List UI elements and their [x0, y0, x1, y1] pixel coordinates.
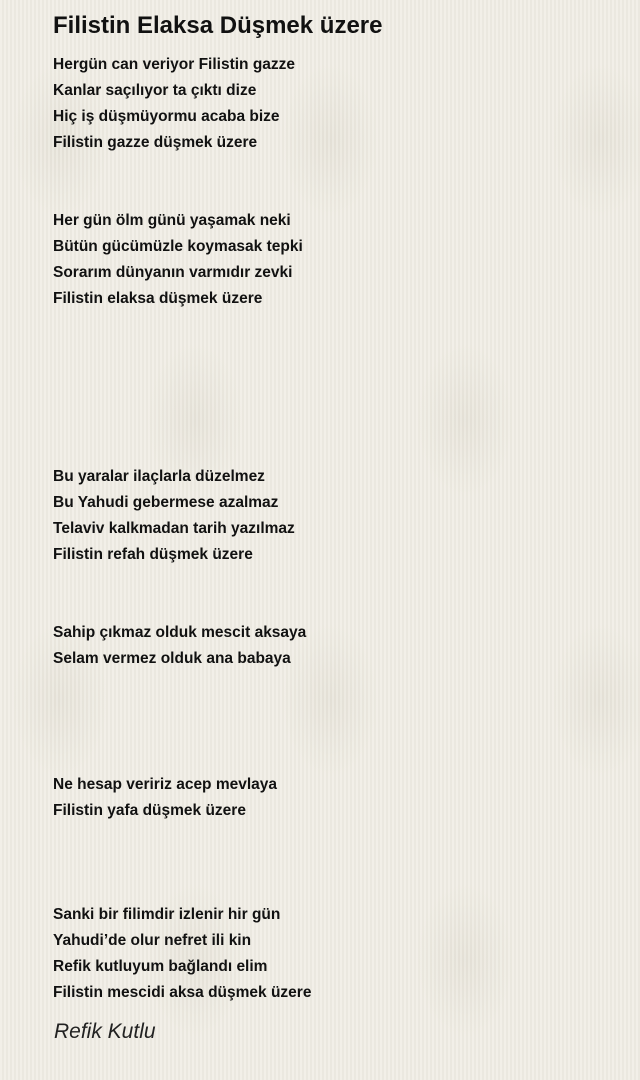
poem-author: Refik Kutlu: [54, 1020, 156, 1043]
poem-line: Telaviv kalkmadan tarih yazılmaz: [53, 520, 295, 537]
poem-line: Sanki bir filimdir izlenir hir gün: [53, 906, 281, 923]
poem-line: Filistin refah düşmek üzere: [53, 546, 253, 563]
poem-line: Selam vermez olduk ana babaya: [53, 650, 291, 667]
poem-line: Filistin mescidi aksa düşmek üzere: [53, 984, 312, 1001]
poem-line: Bu Yahudi gebermese azalmaz: [53, 494, 279, 511]
poem-line: Her gün ölm günü yaşamak neki: [53, 212, 291, 229]
poem-line: Bu yaralar ilaçlarla düzelmez: [53, 468, 265, 485]
poem-line: Refik kutluyum bağlandı elim: [53, 958, 268, 975]
poem-line: Kanlar saçılıyor ta çıktı dize: [53, 82, 257, 99]
poem-title: Filistin Elaksa Düşmek üzere: [53, 12, 383, 39]
poem-line: Yahudi’de olur nefret ili kin: [53, 932, 252, 949]
poem-line: Filistin yafa düşmek üzere: [53, 802, 246, 819]
poem-line: Ne hesap veririz acep mevlaya: [53, 776, 278, 793]
poem-line: Sorarım dünyanın varmıdır zevki: [53, 264, 293, 281]
poem-line: Bütün gücümüzle koymasak tepki: [53, 238, 303, 255]
poem-line: Sahip çıkmaz olduk mescit aksaya: [53, 624, 307, 641]
poem-line: Filistin elaksa düşmek üzere: [53, 290, 263, 307]
poem-line: Filistin gazze düşmek üzere: [53, 134, 258, 151]
poem-line: Hiç iş düşmüyormu acaba bize: [53, 108, 280, 125]
poem-line: Hergün can veriyor Filistin gazze: [53, 56, 296, 73]
